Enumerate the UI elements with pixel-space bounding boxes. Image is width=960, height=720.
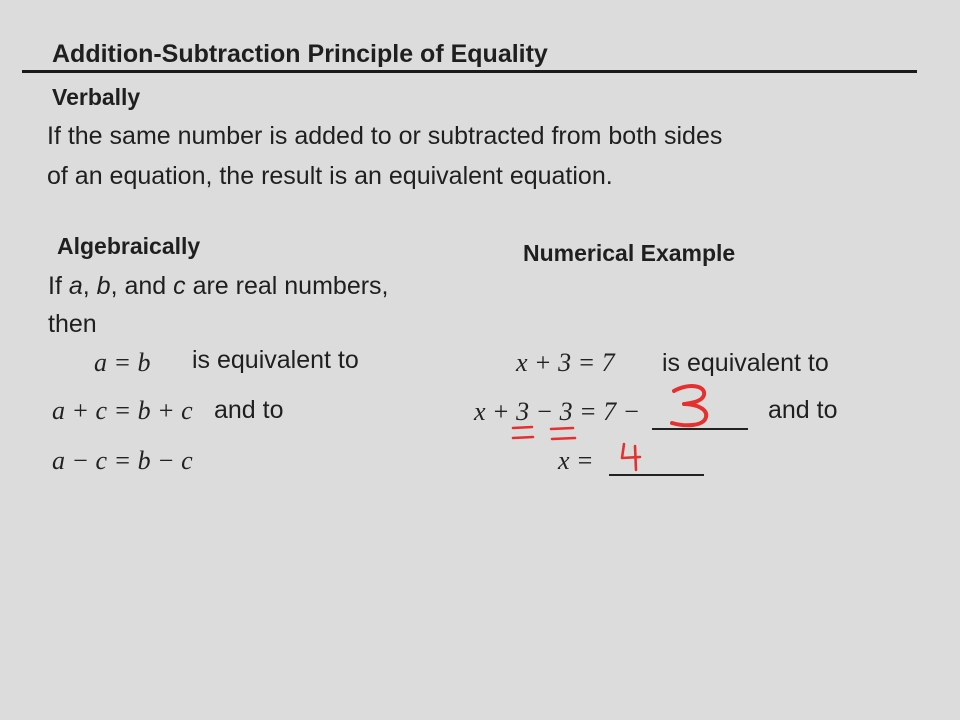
alg-equation-3-text: a − c = b − c xyxy=(52,446,193,475)
num-equation-2-text: x + 3 − 3 = 7 − xyxy=(474,397,641,426)
verbally-heading: Verbally xyxy=(52,84,141,110)
num-equation-1-text: x + 3 = 7 xyxy=(516,348,615,377)
num-equation-3 xyxy=(558,446,594,476)
blank-line-2 xyxy=(609,474,704,476)
algebraically-heading: Algebraically xyxy=(57,233,201,259)
alg-equation-2 xyxy=(52,396,193,426)
alg-equation-2-text: a + c = b + c xyxy=(52,396,193,425)
numerical-heading: Numerical Example xyxy=(523,240,736,266)
slide-title: Addition-Subtraction Principle of Equality xyxy=(52,40,548,68)
handwritten-3 xyxy=(660,383,720,429)
handwritten-equals-marks xyxy=(508,418,578,448)
alg-equation-2-label: and to xyxy=(214,396,284,424)
num-equation-2-label: and to xyxy=(768,396,838,424)
intro-suffix: are real numbers, xyxy=(185,272,389,300)
num-equation-1-label: is equivalent to xyxy=(662,349,829,377)
intro-sep-2: , and xyxy=(110,272,174,300)
algebraically-intro xyxy=(48,266,389,306)
alg-equation-1-label: is equivalent to xyxy=(192,346,359,374)
alg-equation-3 xyxy=(52,446,193,476)
verbally-line-1: If the same number is added to or subtracted from both sides xyxy=(47,122,723,150)
var-b: b xyxy=(96,272,111,300)
num-equation-3-text: x = xyxy=(558,446,594,475)
alg-equation-1-text: a = b xyxy=(94,348,151,377)
verbally-line-2: of an equation, the result is an equivalent equation. xyxy=(47,162,613,190)
handwritten-4 xyxy=(618,440,648,472)
intro-prefix: If xyxy=(48,272,69,300)
var-a: a xyxy=(68,272,83,300)
intro-sep-1: , xyxy=(82,272,97,300)
alg-equation-1 xyxy=(94,348,151,378)
var-c: c xyxy=(173,272,186,300)
algebraically-intro-line-2: then xyxy=(48,310,97,338)
num-equation-1 xyxy=(516,348,615,378)
title-underline xyxy=(22,70,917,73)
